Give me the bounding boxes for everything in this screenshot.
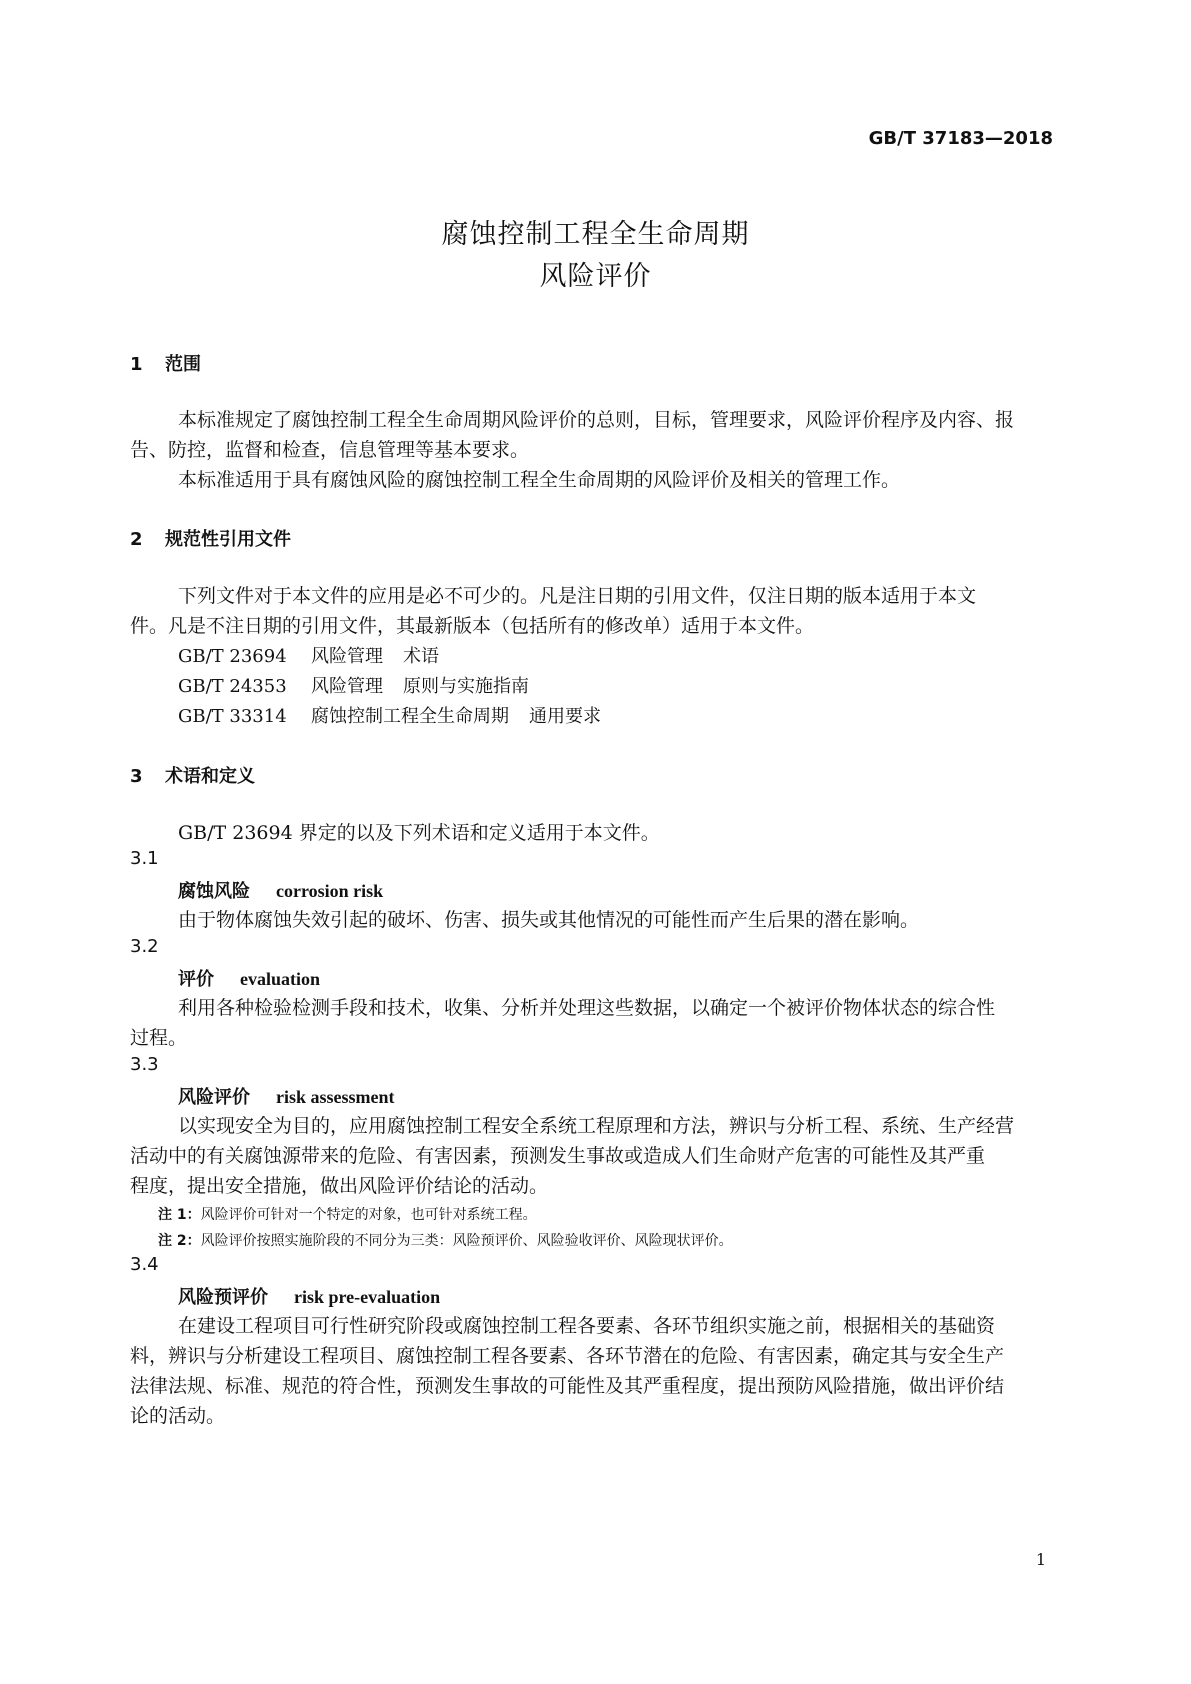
paragraph: GB/T 23694 界定的以及下列术语和定义适用于本文件。 <box>178 822 660 844</box>
section-1-heading <box>130 350 201 376</box>
term-heading <box>178 877 383 903</box>
term-en: corrosion risk <box>276 881 384 901</box>
term-definition-cont: 程度，提出安全措施，做出风险评价结论的活动。 <box>130 1175 549 1197</box>
note-label: 注 1： <box>158 1207 201 1223</box>
section-3-heading <box>130 762 255 788</box>
reference-title: 腐蚀控制工程全生命周期 <box>311 706 509 727</box>
term-heading <box>178 1083 395 1109</box>
reference-subtitle: 术语 <box>403 646 439 667</box>
term-number: 3.4 <box>130 1254 159 1275</box>
reference-subtitle: 通用要求 <box>529 706 601 727</box>
normative-reference <box>178 642 439 668</box>
reference-code: GB/T 23694 <box>178 646 287 667</box>
term-definition-cont: 过程。 <box>130 1027 188 1049</box>
term-heading <box>178 965 320 991</box>
term-number: 3.1 <box>130 848 159 869</box>
page-number: 1 <box>1035 1550 1046 1569</box>
paragraph: 本标准规定了腐蚀控制工程全生命周期风险评价的总则，目标，管理要求，风险评价程序及内容、报 <box>178 409 1015 431</box>
section-title: 范围 <box>165 354 201 375</box>
standard-code: GB/T 37183—2018 <box>868 128 1053 149</box>
reference-code: GB/T 33314 <box>178 706 287 727</box>
term-definition: 在建设工程项目可行性研究阶段或腐蚀控制工程各要素、各环节组织实施之前，根据相关的基础资 <box>178 1315 996 1337</box>
term-zh: 风险评价 <box>178 1087 250 1108</box>
note-label: 注 2： <box>158 1233 201 1249</box>
term-number: 3.2 <box>130 936 159 957</box>
term-zh: 评价 <box>178 969 214 990</box>
normative-reference <box>178 702 601 728</box>
section-number: 2 <box>130 529 143 550</box>
term-en: evaluation <box>240 969 321 989</box>
note-2 <box>158 1230 733 1250</box>
term-heading <box>178 1283 440 1309</box>
term-definition-cont: 活动中的有关腐蚀源带来的危险、有害因素，预测发生事故或造成人们生命财产危害的可能性及其严重 <box>130 1145 986 1167</box>
note-text: 风险评价可针对一个特定的对象，也可针对系统工程。 <box>200 1207 537 1223</box>
paragraph: 下列文件对于本文件的应用是必不可少的。凡是注日期的引用文件，仅注日期的版本适用于本文 <box>178 585 977 607</box>
term-definition-cont: 论的活动。 <box>130 1405 226 1427</box>
term-definition-cont: 料，辨识与分析建设工程项目、腐蚀控制工程各要素、各环节潜在的危险、有害因素，确定其与安全生产 <box>130 1345 1005 1367</box>
section-number: 3 <box>130 766 143 787</box>
term-zh: 风险预评价 <box>178 1287 268 1308</box>
paragraph-cont: 件。凡是不注日期的引用文件，其最新版本（包括所有的修改单）适用于本文件。 <box>130 615 815 637</box>
normative-reference <box>178 672 529 698</box>
section-number: 1 <box>130 354 143 375</box>
reference-subtitle: 原则与实施指南 <box>403 676 529 697</box>
paragraph-cont: 告、防控，监督和检查，信息管理等基本要求。 <box>130 439 530 461</box>
page-title-line2: 风险评价 <box>539 261 652 292</box>
reference-code: GB/T 24353 <box>178 676 287 697</box>
reference-title: 风险管理 <box>311 676 383 697</box>
paragraph: 本标准适用于具有腐蚀风险的腐蚀控制工程全生命周期的风险评价及相关的管理工作。 <box>178 469 901 491</box>
term-definition-cont: 法律法规、标准、规范的符合性，预测发生事故的可能性及其严重程度，提出预防风险措施，做出评价结 <box>130 1375 1005 1397</box>
term-number: 3.3 <box>130 1054 159 1075</box>
section-2-heading <box>130 525 291 551</box>
term-en: risk assessment <box>276 1087 395 1107</box>
term-definition: 由于物体腐蚀失效引起的破坏、伤害、损失或其他情况的可能性而产生后果的潜在影响。 <box>178 909 920 931</box>
term-en: risk pre-evaluation <box>294 1287 441 1307</box>
note-text: 风险评价按照实施阶段的不同分为三类：风险预评价、风险验收评价、风险现状评价。 <box>200 1233 733 1249</box>
note-1 <box>158 1204 537 1224</box>
reference-title: 风险管理 <box>311 646 383 667</box>
section-title: 术语和定义 <box>165 766 255 787</box>
term-definition: 利用各种检验检测手段和技术，收集、分析并处理这些数据，以确定一个被评价物体状态的综合性 <box>178 997 996 1019</box>
page-title-line1: 腐蚀控制工程全生命周期 <box>441 219 750 250</box>
term-zh: 腐蚀风险 <box>178 881 250 902</box>
term-definition: 以实现安全为目的，应用腐蚀控制工程安全系统工程原理和方法，辨识与分析工程、系统、生产经营 <box>178 1115 1015 1137</box>
section-title: 规范性引用文件 <box>165 529 291 550</box>
